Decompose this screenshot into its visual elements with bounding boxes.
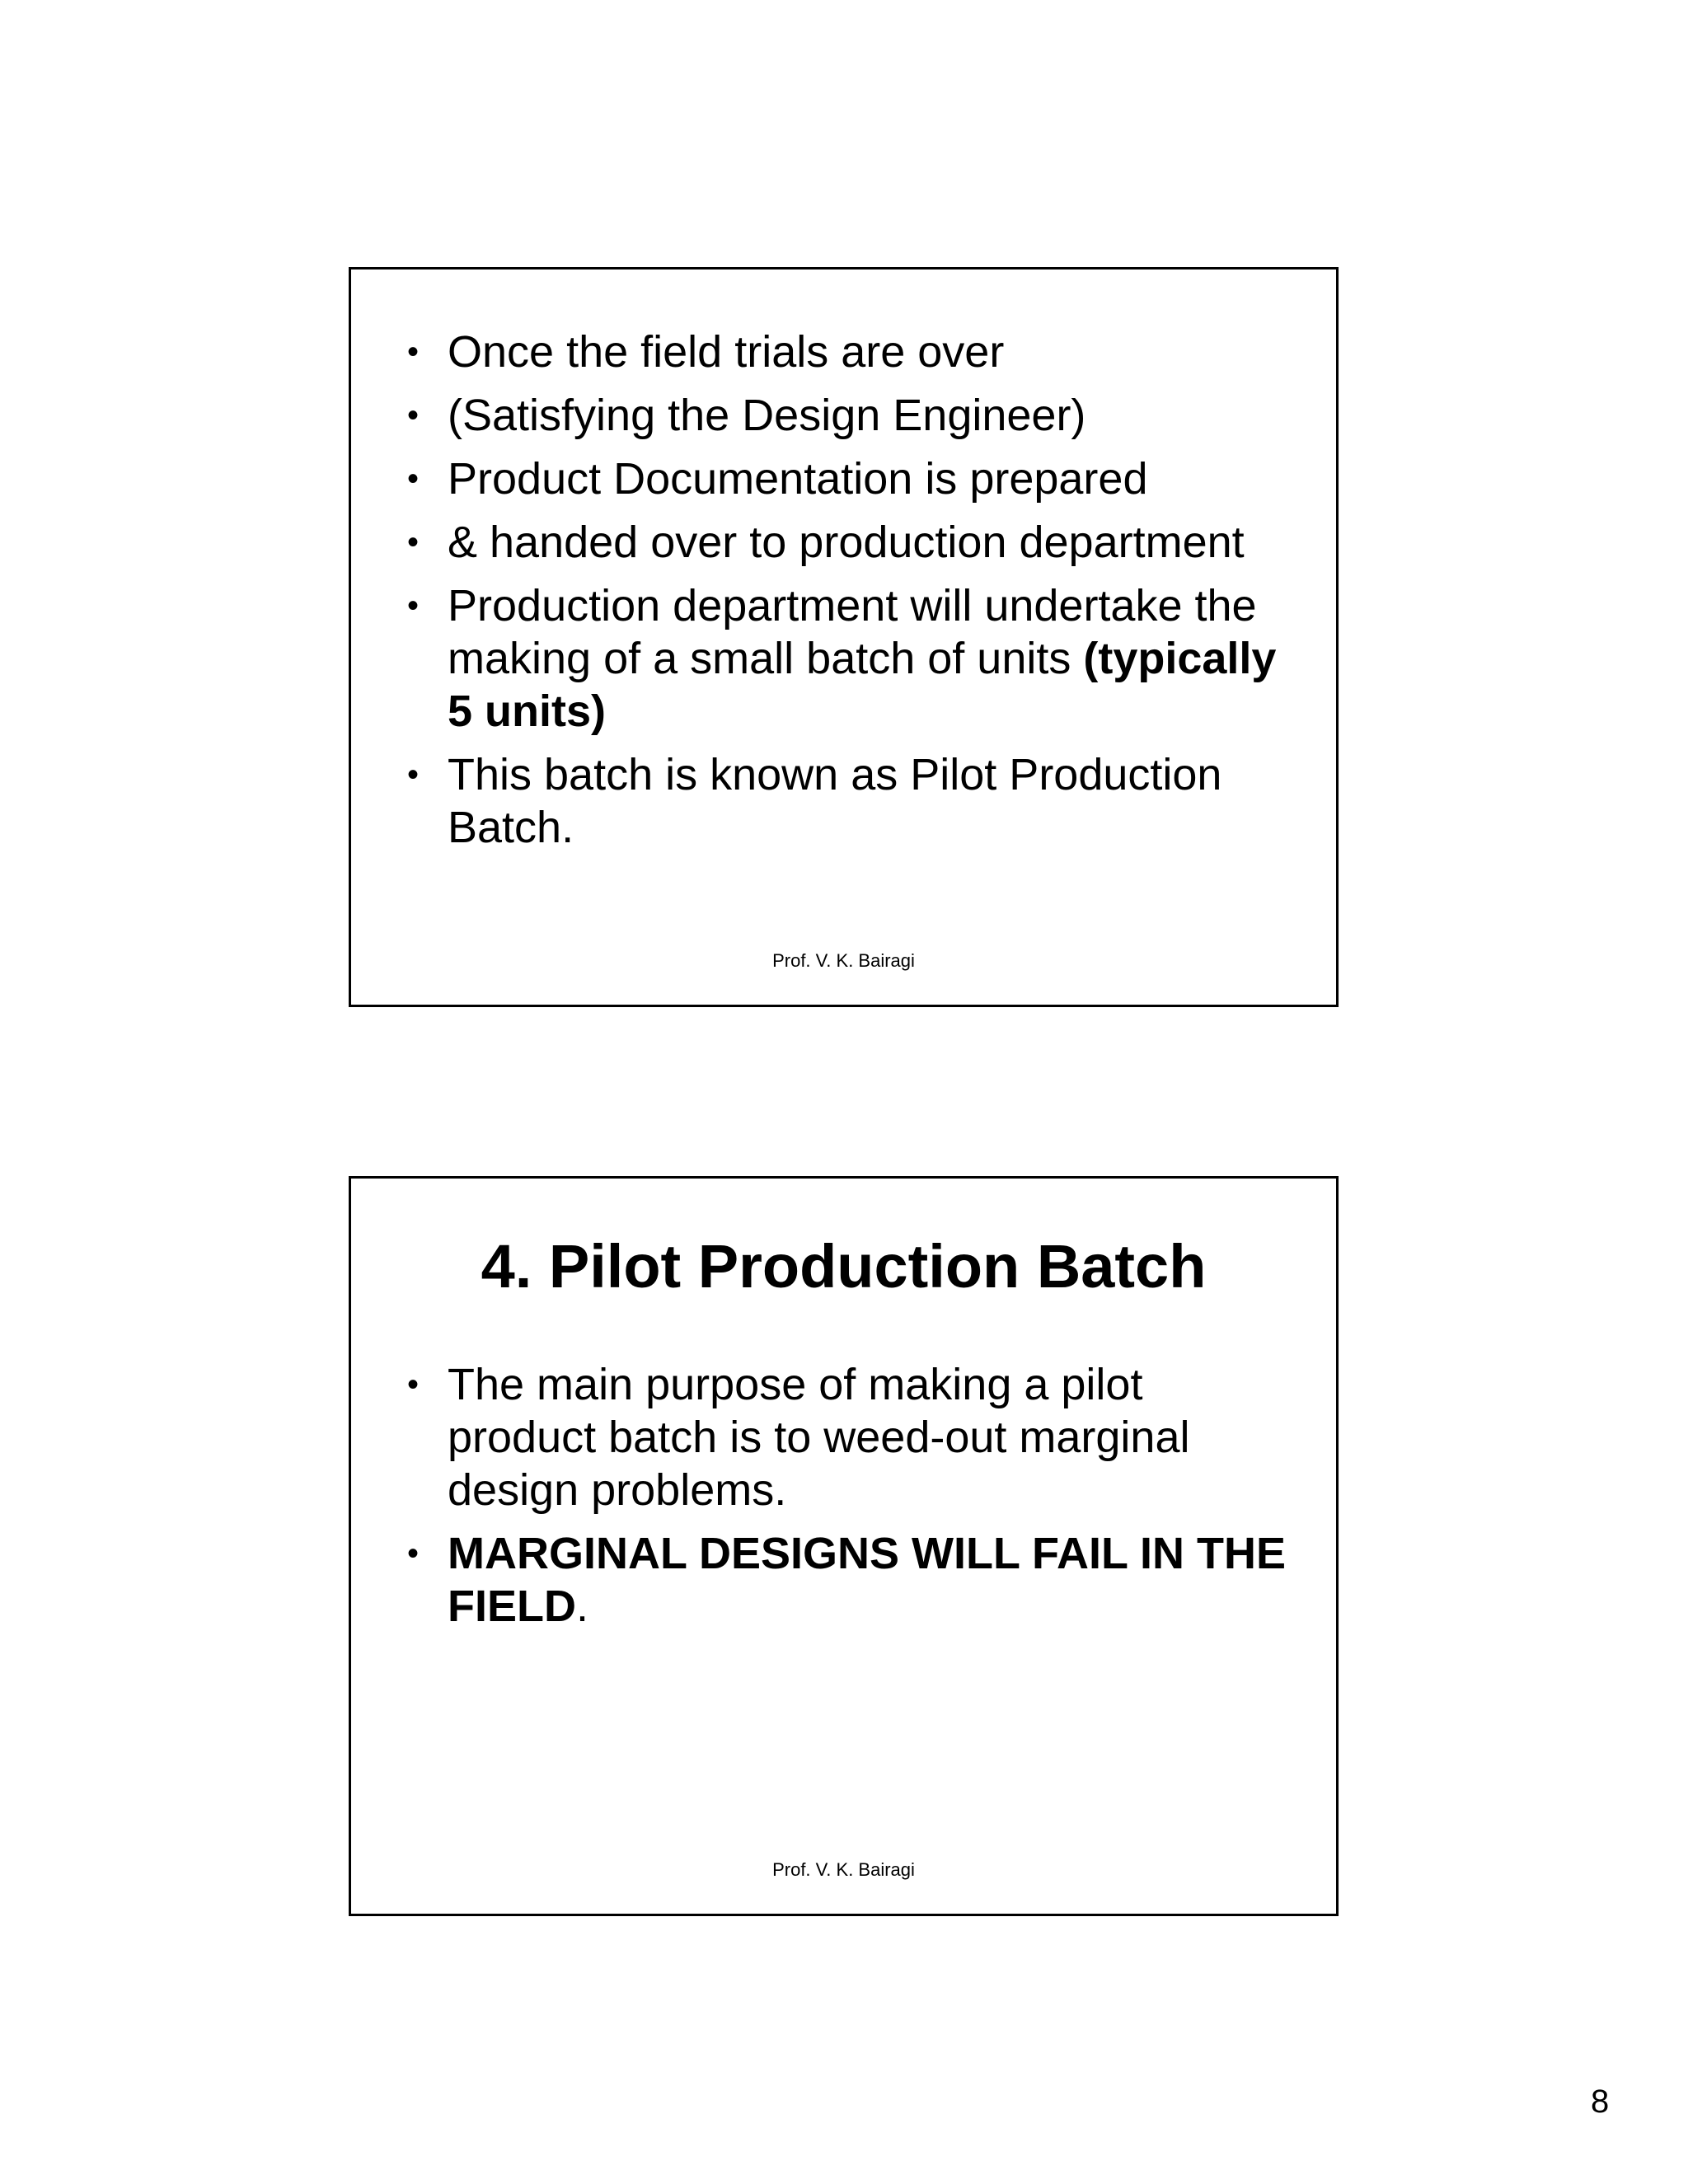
bullet-icon: • xyxy=(407,1535,420,1572)
bullet-text: The main purpose of making a pilot product batch is to weed-out marginal design problems. xyxy=(448,1360,1190,1515)
bullet-icon: • xyxy=(407,334,420,370)
bullet-icon: • xyxy=(407,461,420,497)
bullet-item xyxy=(407,389,1287,442)
bullet-icon: • xyxy=(407,1366,420,1403)
bullet-text: & handed over to production department xyxy=(448,518,1245,567)
bullet-item xyxy=(407,1358,1287,1516)
bullet-item xyxy=(407,452,1287,505)
slide-1-bullet-list xyxy=(407,326,1287,865)
bullet-text: Product Documentation is prepared xyxy=(448,454,1148,504)
slide-2 xyxy=(349,1176,1339,1916)
page-number: 8 xyxy=(1591,2083,1610,2120)
bullet-text: . xyxy=(576,1582,589,1631)
slide-2-title: 4. Pilot Production Batch xyxy=(481,1232,1207,1301)
bullet-item xyxy=(407,1527,1287,1633)
bullet-bold-text: MARGINAL DESIGNS WILL FAIL IN THE FIELD xyxy=(448,1529,1287,1631)
bullet-item xyxy=(407,748,1287,854)
bullet-text: This batch is known as Pilot Production Batch. xyxy=(448,750,1222,852)
bullet-icon: • xyxy=(407,524,420,560)
bullet-bold-text: (typically 5 units) xyxy=(448,634,1277,736)
bullet-item xyxy=(407,326,1287,378)
bullet-icon: • xyxy=(407,397,420,434)
bullet-icon: • xyxy=(407,757,420,793)
slide-1 xyxy=(349,267,1339,1007)
slide-2-bullet-list xyxy=(407,1358,1287,1643)
bullet-text: Once the field trials are over xyxy=(448,327,1005,377)
bullet-item xyxy=(407,516,1287,569)
slide-2-footer: Prof. V. K. Bairagi xyxy=(772,1859,915,1880)
bullet-text: Production department will undertake the making of a small batch of units xyxy=(448,581,1257,683)
bullet-text: (Satisfying the Design Engineer) xyxy=(448,391,1086,440)
bullet-item xyxy=(407,579,1287,738)
bullet-icon: • xyxy=(407,588,420,624)
slide-1-footer: Prof. V. K. Bairagi xyxy=(772,950,915,971)
